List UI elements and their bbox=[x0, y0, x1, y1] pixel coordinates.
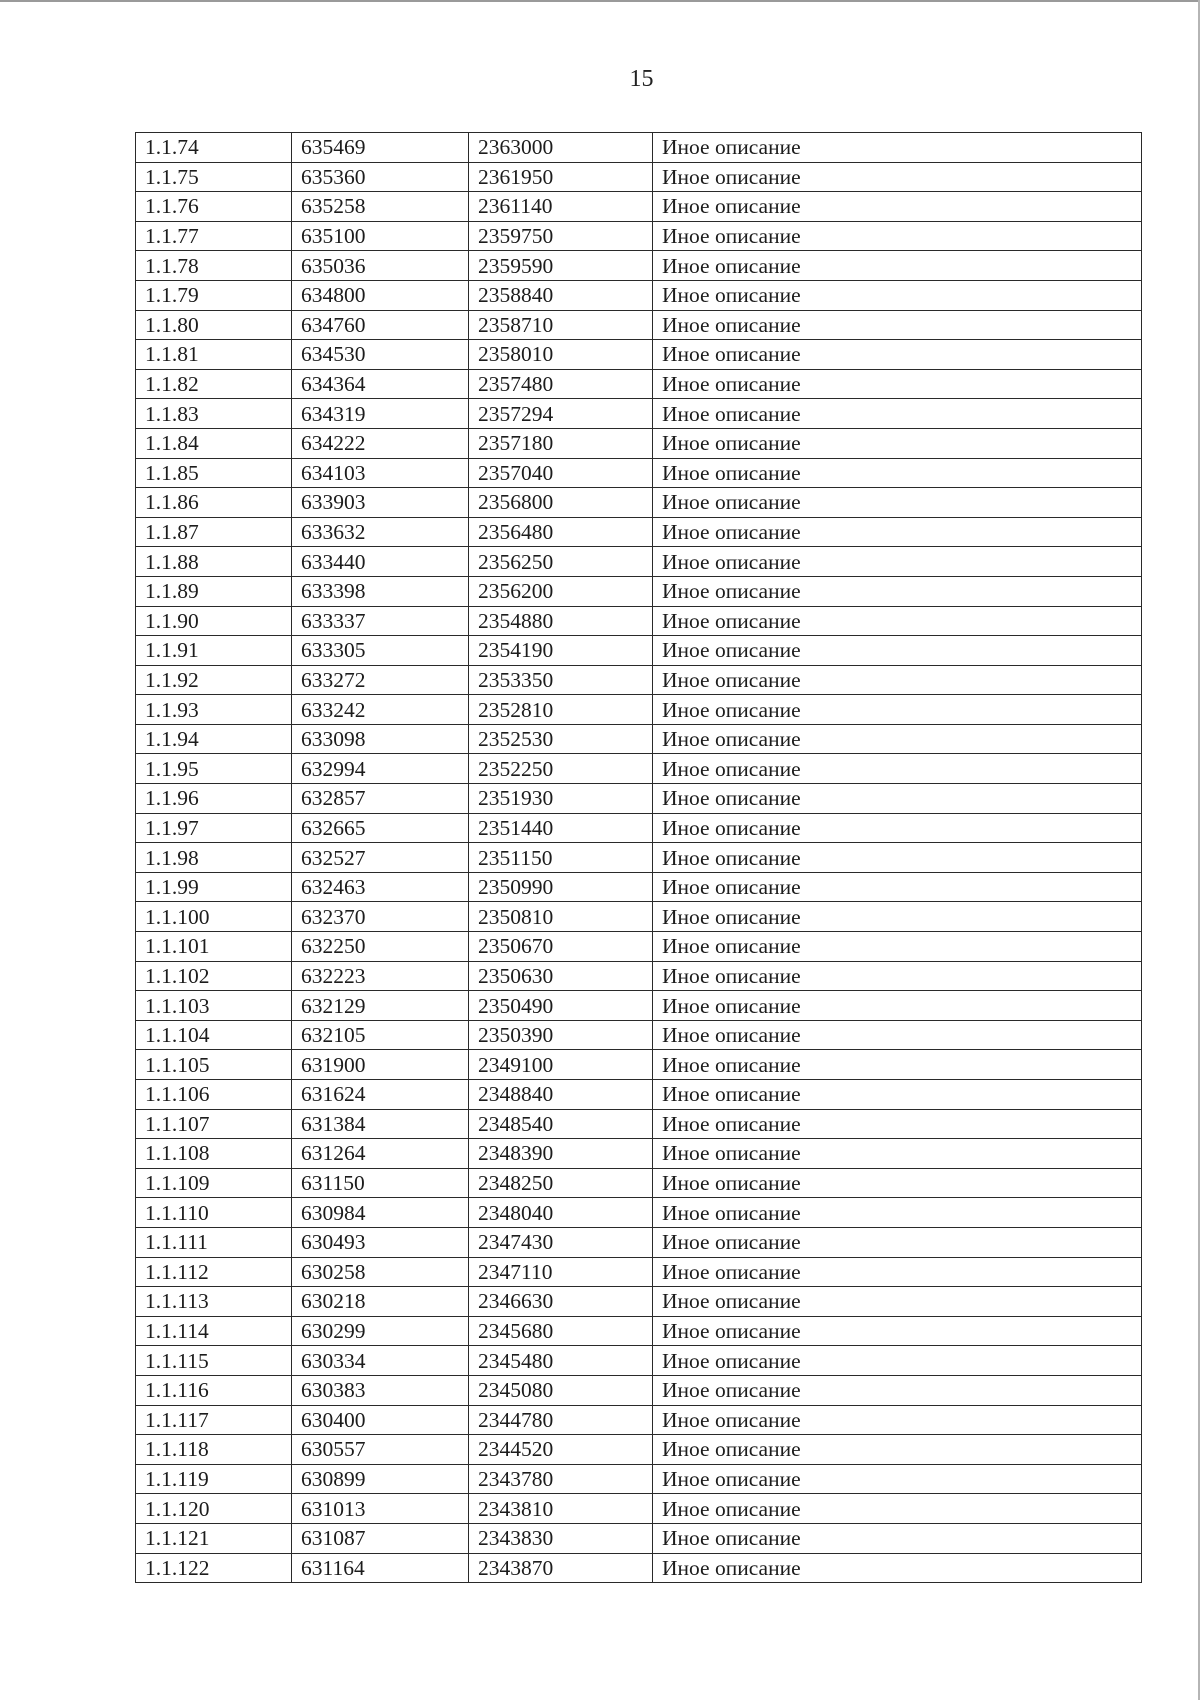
x-coordinate-cell: 633242 bbox=[292, 695, 469, 725]
description-cell: Иное описание bbox=[653, 1139, 1142, 1169]
table-row bbox=[136, 1109, 1142, 1139]
point-number-cell: 1.1.81 bbox=[136, 340, 292, 370]
y-coordinate-cell: 2345080 bbox=[469, 1375, 653, 1405]
point-number-cell: 1.1.122 bbox=[136, 1553, 292, 1583]
table-row bbox=[136, 310, 1142, 340]
point-number-cell: 1.1.109 bbox=[136, 1168, 292, 1198]
table-row bbox=[136, 133, 1142, 163]
table-row bbox=[136, 932, 1142, 962]
y-coordinate-cell: 2357294 bbox=[469, 399, 653, 429]
y-coordinate-cell: 2353350 bbox=[469, 665, 653, 695]
table-row bbox=[136, 606, 1142, 636]
description-cell: Иное описание bbox=[653, 1080, 1142, 1110]
x-coordinate-cell: 631900 bbox=[292, 1050, 469, 1080]
description-cell: Иное описание bbox=[653, 428, 1142, 458]
x-coordinate-cell: 633398 bbox=[292, 576, 469, 606]
table-row bbox=[136, 1494, 1142, 1524]
description-cell: Иное описание bbox=[653, 961, 1142, 991]
table-row bbox=[136, 1020, 1142, 1050]
y-coordinate-cell: 2352810 bbox=[469, 695, 653, 725]
y-coordinate-cell: 2350990 bbox=[469, 872, 653, 902]
point-number-cell: 1.1.83 bbox=[136, 399, 292, 429]
y-coordinate-cell: 2346630 bbox=[469, 1287, 653, 1317]
description-cell: Иное описание bbox=[653, 280, 1142, 310]
point-number-cell: 1.1.102 bbox=[136, 961, 292, 991]
point-number-cell: 1.1.94 bbox=[136, 724, 292, 754]
point-number-cell: 1.1.105 bbox=[136, 1050, 292, 1080]
point-number-cell: 1.1.113 bbox=[136, 1287, 292, 1317]
description-cell: Иное описание bbox=[653, 1198, 1142, 1228]
y-coordinate-cell: 2345680 bbox=[469, 1316, 653, 1346]
table-row bbox=[136, 1080, 1142, 1110]
x-coordinate-cell: 634800 bbox=[292, 280, 469, 310]
x-coordinate-cell: 635100 bbox=[292, 221, 469, 251]
point-number-cell: 1.1.75 bbox=[136, 162, 292, 192]
point-number-cell: 1.1.108 bbox=[136, 1139, 292, 1169]
description-cell: Иное описание bbox=[653, 754, 1142, 784]
y-coordinate-cell: 2359590 bbox=[469, 251, 653, 281]
point-number-cell: 1.1.114 bbox=[136, 1316, 292, 1346]
y-coordinate-cell: 2361140 bbox=[469, 192, 653, 222]
scan-top-edge bbox=[0, 0, 1200, 2]
table-row bbox=[136, 1168, 1142, 1198]
y-coordinate-cell: 2356200 bbox=[469, 576, 653, 606]
x-coordinate-cell: 630258 bbox=[292, 1257, 469, 1287]
point-number-cell: 1.1.98 bbox=[136, 843, 292, 873]
page-number: 15 bbox=[629, 66, 654, 92]
y-coordinate-cell: 2352530 bbox=[469, 724, 653, 754]
point-number-cell: 1.1.121 bbox=[136, 1523, 292, 1553]
x-coordinate-cell: 632463 bbox=[292, 872, 469, 902]
y-coordinate-cell: 2348540 bbox=[469, 1109, 653, 1139]
table-row bbox=[136, 665, 1142, 695]
x-coordinate-cell: 635360 bbox=[292, 162, 469, 192]
description-cell: Иное описание bbox=[653, 843, 1142, 873]
table-row bbox=[136, 162, 1142, 192]
y-coordinate-cell: 2348390 bbox=[469, 1139, 653, 1169]
description-cell: Иное описание bbox=[653, 1405, 1142, 1435]
y-coordinate-cell: 2358840 bbox=[469, 280, 653, 310]
y-coordinate-cell: 2348040 bbox=[469, 1198, 653, 1228]
coordinates-table bbox=[135, 132, 1142, 1583]
description-cell: Иное описание bbox=[653, 1375, 1142, 1405]
y-coordinate-cell: 2350630 bbox=[469, 961, 653, 991]
y-coordinate-cell: 2343870 bbox=[469, 1553, 653, 1583]
y-coordinate-cell: 2354880 bbox=[469, 606, 653, 636]
table-row bbox=[136, 843, 1142, 873]
table-row bbox=[136, 488, 1142, 518]
description-cell: Иное описание bbox=[653, 399, 1142, 429]
point-number-cell: 1.1.87 bbox=[136, 517, 292, 547]
description-cell: Иное описание bbox=[653, 517, 1142, 547]
y-coordinate-cell: 2350390 bbox=[469, 1020, 653, 1050]
table-row bbox=[136, 991, 1142, 1021]
description-cell: Иное описание bbox=[653, 1257, 1142, 1287]
description-cell: Иное описание bbox=[653, 665, 1142, 695]
coordinates-table-body bbox=[136, 133, 1142, 1583]
table-row bbox=[136, 1346, 1142, 1376]
x-coordinate-cell: 632105 bbox=[292, 1020, 469, 1050]
table-row bbox=[136, 1375, 1142, 1405]
x-coordinate-cell: 632527 bbox=[292, 843, 469, 873]
x-coordinate-cell: 633632 bbox=[292, 517, 469, 547]
description-cell: Иное описание bbox=[653, 1109, 1142, 1139]
y-coordinate-cell: 2354190 bbox=[469, 636, 653, 666]
x-coordinate-cell: 634319 bbox=[292, 399, 469, 429]
description-cell: Иное описание bbox=[653, 724, 1142, 754]
x-coordinate-cell: 633337 bbox=[292, 606, 469, 636]
description-cell: Иное описание bbox=[653, 1020, 1142, 1050]
point-number-cell: 1.1.76 bbox=[136, 192, 292, 222]
table-row bbox=[136, 251, 1142, 281]
y-coordinate-cell: 2349100 bbox=[469, 1050, 653, 1080]
description-cell: Иное описание bbox=[653, 606, 1142, 636]
x-coordinate-cell: 635036 bbox=[292, 251, 469, 281]
description-cell: Иное описание bbox=[653, 221, 1142, 251]
table-row bbox=[136, 428, 1142, 458]
y-coordinate-cell: 2356800 bbox=[469, 488, 653, 518]
x-coordinate-cell: 631264 bbox=[292, 1139, 469, 1169]
table-row bbox=[136, 458, 1142, 488]
y-coordinate-cell: 2347110 bbox=[469, 1257, 653, 1287]
description-cell: Иное описание bbox=[653, 813, 1142, 843]
description-cell: Иное описание bbox=[653, 458, 1142, 488]
description-cell: Иное описание bbox=[653, 1168, 1142, 1198]
x-coordinate-cell: 635469 bbox=[292, 133, 469, 163]
y-coordinate-cell: 2344780 bbox=[469, 1405, 653, 1435]
y-coordinate-cell: 2343810 bbox=[469, 1494, 653, 1524]
point-number-cell: 1.1.79 bbox=[136, 280, 292, 310]
point-number-cell: 1.1.97 bbox=[136, 813, 292, 843]
point-number-cell: 1.1.107 bbox=[136, 1109, 292, 1139]
description-cell: Иное описание bbox=[653, 1435, 1142, 1465]
table-row bbox=[136, 1139, 1142, 1169]
y-coordinate-cell: 2357180 bbox=[469, 428, 653, 458]
description-cell: Иное описание bbox=[653, 1523, 1142, 1553]
table-row bbox=[136, 576, 1142, 606]
table-row bbox=[136, 399, 1142, 429]
table-row bbox=[136, 1405, 1142, 1435]
x-coordinate-cell: 632370 bbox=[292, 902, 469, 932]
table-row bbox=[136, 724, 1142, 754]
description-cell: Иное описание bbox=[653, 1553, 1142, 1583]
x-coordinate-cell: 631150 bbox=[292, 1168, 469, 1198]
y-coordinate-cell: 2363000 bbox=[469, 133, 653, 163]
y-coordinate-cell: 2351440 bbox=[469, 813, 653, 843]
point-number-cell: 1.1.84 bbox=[136, 428, 292, 458]
table-row bbox=[136, 340, 1142, 370]
x-coordinate-cell: 633440 bbox=[292, 547, 469, 577]
description-cell: Иное описание bbox=[653, 162, 1142, 192]
point-number-cell: 1.1.80 bbox=[136, 310, 292, 340]
y-coordinate-cell: 2350490 bbox=[469, 991, 653, 1021]
description-cell: Иное описание bbox=[653, 695, 1142, 725]
table-row bbox=[136, 961, 1142, 991]
point-number-cell: 1.1.116 bbox=[136, 1375, 292, 1405]
x-coordinate-cell: 633903 bbox=[292, 488, 469, 518]
y-coordinate-cell: 2350810 bbox=[469, 902, 653, 932]
table-row bbox=[136, 872, 1142, 902]
table-row bbox=[136, 192, 1142, 222]
description-cell: Иное описание bbox=[653, 872, 1142, 902]
x-coordinate-cell: 630984 bbox=[292, 1198, 469, 1228]
description-cell: Иное описание bbox=[653, 192, 1142, 222]
table-row bbox=[136, 1464, 1142, 1494]
y-coordinate-cell: 2357040 bbox=[469, 458, 653, 488]
description-cell: Иное описание bbox=[653, 251, 1142, 281]
x-coordinate-cell: 631624 bbox=[292, 1080, 469, 1110]
description-cell: Иное описание bbox=[653, 636, 1142, 666]
x-coordinate-cell: 630899 bbox=[292, 1464, 469, 1494]
point-number-cell: 1.1.96 bbox=[136, 784, 292, 814]
y-coordinate-cell: 2345480 bbox=[469, 1346, 653, 1376]
y-coordinate-cell: 2361950 bbox=[469, 162, 653, 192]
y-coordinate-cell: 2351930 bbox=[469, 784, 653, 814]
x-coordinate-cell: 630400 bbox=[292, 1405, 469, 1435]
description-cell: Иное описание bbox=[653, 1494, 1142, 1524]
table-row bbox=[136, 369, 1142, 399]
description-cell: Иное описание bbox=[653, 369, 1142, 399]
y-coordinate-cell: 2358710 bbox=[469, 310, 653, 340]
description-cell: Иное описание bbox=[653, 991, 1142, 1021]
table-row bbox=[136, 1316, 1142, 1346]
table-row bbox=[136, 1050, 1142, 1080]
y-coordinate-cell: 2358010 bbox=[469, 340, 653, 370]
x-coordinate-cell: 630493 bbox=[292, 1227, 469, 1257]
point-number-cell: 1.1.95 bbox=[136, 754, 292, 784]
y-coordinate-cell: 2347430 bbox=[469, 1227, 653, 1257]
y-coordinate-cell: 2359750 bbox=[469, 221, 653, 251]
description-cell: Иное описание bbox=[653, 784, 1142, 814]
point-number-cell: 1.1.91 bbox=[136, 636, 292, 666]
table-row bbox=[136, 517, 1142, 547]
x-coordinate-cell: 634222 bbox=[292, 428, 469, 458]
y-coordinate-cell: 2350670 bbox=[469, 932, 653, 962]
table-row bbox=[136, 1198, 1142, 1228]
x-coordinate-cell: 633098 bbox=[292, 724, 469, 754]
x-coordinate-cell: 632129 bbox=[292, 991, 469, 1021]
x-coordinate-cell: 631013 bbox=[292, 1494, 469, 1524]
x-coordinate-cell: 630557 bbox=[292, 1435, 469, 1465]
description-cell: Иное описание bbox=[653, 1346, 1142, 1376]
point-number-cell: 1.1.120 bbox=[136, 1494, 292, 1524]
x-coordinate-cell: 632857 bbox=[292, 784, 469, 814]
x-coordinate-cell: 630299 bbox=[292, 1316, 469, 1346]
x-coordinate-cell: 632665 bbox=[292, 813, 469, 843]
description-cell: Иное описание bbox=[653, 1227, 1142, 1257]
description-cell: Иное описание bbox=[653, 340, 1142, 370]
table-row bbox=[136, 1287, 1142, 1317]
description-cell: Иное описание bbox=[653, 1464, 1142, 1494]
table-row bbox=[136, 1435, 1142, 1465]
x-coordinate-cell: 630218 bbox=[292, 1287, 469, 1317]
point-number-cell: 1.1.99 bbox=[136, 872, 292, 902]
point-number-cell: 1.1.82 bbox=[136, 369, 292, 399]
y-coordinate-cell: 2348840 bbox=[469, 1080, 653, 1110]
x-coordinate-cell: 631384 bbox=[292, 1109, 469, 1139]
table-row bbox=[136, 813, 1142, 843]
y-coordinate-cell: 2356250 bbox=[469, 547, 653, 577]
table-row bbox=[136, 1227, 1142, 1257]
point-number-cell: 1.1.101 bbox=[136, 932, 292, 962]
description-cell: Иное описание bbox=[653, 1050, 1142, 1080]
description-cell: Иное описание bbox=[653, 1287, 1142, 1317]
x-coordinate-cell: 634364 bbox=[292, 369, 469, 399]
table-row bbox=[136, 754, 1142, 784]
x-coordinate-cell: 634530 bbox=[292, 340, 469, 370]
point-number-cell: 1.1.110 bbox=[136, 1198, 292, 1228]
x-coordinate-cell: 634760 bbox=[292, 310, 469, 340]
x-coordinate-cell: 632250 bbox=[292, 932, 469, 962]
point-number-cell: 1.1.118 bbox=[136, 1435, 292, 1465]
point-number-cell: 1.1.74 bbox=[136, 133, 292, 163]
point-number-cell: 1.1.111 bbox=[136, 1227, 292, 1257]
point-number-cell: 1.1.100 bbox=[136, 902, 292, 932]
table-row bbox=[136, 1553, 1142, 1583]
x-coordinate-cell: 631164 bbox=[292, 1553, 469, 1583]
x-coordinate-cell: 633272 bbox=[292, 665, 469, 695]
table-row bbox=[136, 902, 1142, 932]
point-number-cell: 1.1.78 bbox=[136, 251, 292, 281]
point-number-cell: 1.1.115 bbox=[136, 1346, 292, 1376]
description-cell: Иное описание bbox=[653, 310, 1142, 340]
point-number-cell: 1.1.77 bbox=[136, 221, 292, 251]
y-coordinate-cell: 2344520 bbox=[469, 1435, 653, 1465]
x-coordinate-cell: 630383 bbox=[292, 1375, 469, 1405]
point-number-cell: 1.1.106 bbox=[136, 1080, 292, 1110]
point-number-cell: 1.1.85 bbox=[136, 458, 292, 488]
description-cell: Иное описание bbox=[653, 902, 1142, 932]
y-coordinate-cell: 2348250 bbox=[469, 1168, 653, 1198]
point-number-cell: 1.1.86 bbox=[136, 488, 292, 518]
point-number-cell: 1.1.89 bbox=[136, 576, 292, 606]
table-row bbox=[136, 636, 1142, 666]
y-coordinate-cell: 2356480 bbox=[469, 517, 653, 547]
table-row bbox=[136, 280, 1142, 310]
point-number-cell: 1.1.119 bbox=[136, 1464, 292, 1494]
x-coordinate-cell: 632994 bbox=[292, 754, 469, 784]
point-number-cell: 1.1.103 bbox=[136, 991, 292, 1021]
point-number-cell: 1.1.90 bbox=[136, 606, 292, 636]
x-coordinate-cell: 635258 bbox=[292, 192, 469, 222]
description-cell: Иное описание bbox=[653, 1316, 1142, 1346]
point-number-cell: 1.1.92 bbox=[136, 665, 292, 695]
description-cell: Иное описание bbox=[653, 133, 1142, 163]
y-coordinate-cell: 2357480 bbox=[469, 369, 653, 399]
description-cell: Иное описание bbox=[653, 488, 1142, 518]
point-number-cell: 1.1.93 bbox=[136, 695, 292, 725]
table-row bbox=[136, 1257, 1142, 1287]
x-coordinate-cell: 632223 bbox=[292, 961, 469, 991]
x-coordinate-cell: 630334 bbox=[292, 1346, 469, 1376]
x-coordinate-cell: 631087 bbox=[292, 1523, 469, 1553]
table-row bbox=[136, 695, 1142, 725]
table-row bbox=[136, 221, 1142, 251]
y-coordinate-cell: 2351150 bbox=[469, 843, 653, 873]
y-coordinate-cell: 2343830 bbox=[469, 1523, 653, 1553]
table-row bbox=[136, 1523, 1142, 1553]
description-cell: Иное описание bbox=[653, 576, 1142, 606]
description-cell: Иное описание bbox=[653, 547, 1142, 577]
x-coordinate-cell: 633305 bbox=[292, 636, 469, 666]
y-coordinate-cell: 2352250 bbox=[469, 754, 653, 784]
table-row bbox=[136, 784, 1142, 814]
table-row bbox=[136, 547, 1142, 577]
description-cell: Иное описание bbox=[653, 932, 1142, 962]
point-number-cell: 1.1.88 bbox=[136, 547, 292, 577]
x-coordinate-cell: 634103 bbox=[292, 458, 469, 488]
point-number-cell: 1.1.104 bbox=[136, 1020, 292, 1050]
y-coordinate-cell: 2343780 bbox=[469, 1464, 653, 1494]
point-number-cell: 1.1.112 bbox=[136, 1257, 292, 1287]
point-number-cell: 1.1.117 bbox=[136, 1405, 292, 1435]
